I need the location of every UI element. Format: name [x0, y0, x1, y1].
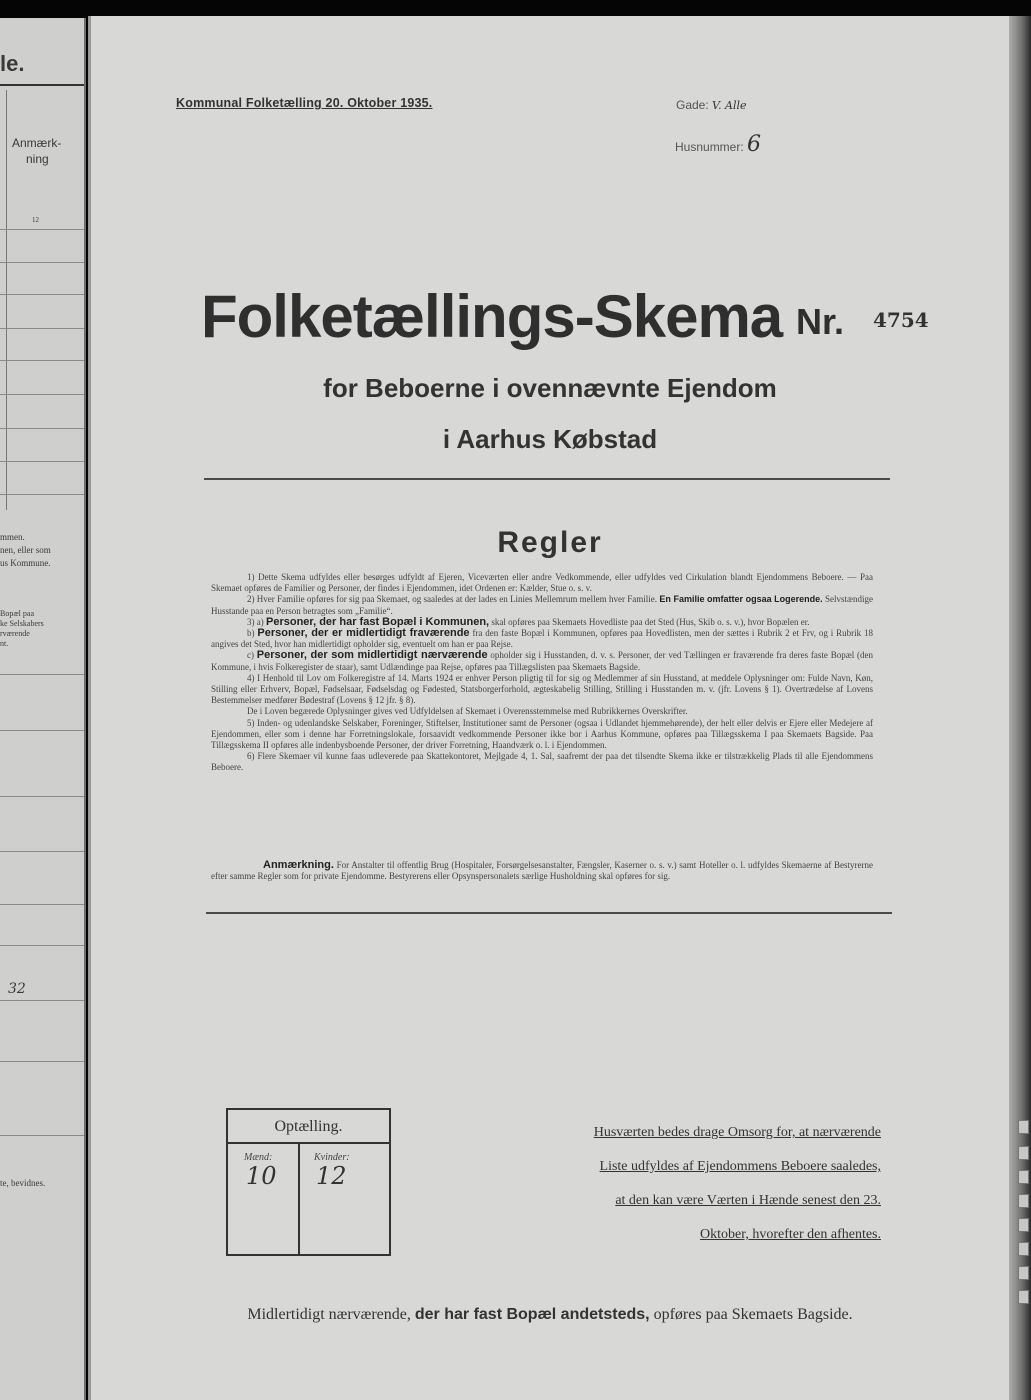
men-label: Mænd:	[244, 1152, 273, 1163]
census-form-page	[88, 16, 1009, 1400]
left-text-line: mmen.	[0, 532, 25, 542]
rule-5: 5) Inden- og udenlandske Selskaber, Foreninger, Stiftelser, Institutioner samt de Personer (ogsaa i Udlandet hjemmehørende), der helt eller delvis er Ejere eller Medejere af Ejendommen, eller som i denne har Forretningslokale, forsaavidt vedkommende Personer ikke bor i Aarhus Kommune, opføres paa Tillægsskema I paa Skemaets Bagside. Paa Tillægsskema II opføres alle indenbysboende Personer, der driver Forretning, Haandværk o. l. i Ejendommen.	[211, 717, 873, 751]
number-label: Nr.	[796, 301, 845, 342]
house-number-value: 6	[747, 132, 762, 157]
notice-line: Husværten bedes drage Omsorg for, at nærværende	[593, 1125, 881, 1140]
left-text-line: nt.	[0, 639, 9, 648]
rules-text	[211, 572, 873, 774]
left-text-line: us Kommune.	[0, 558, 51, 568]
annotation-note	[211, 860, 873, 882]
house-number-label: Husnummer:	[675, 140, 744, 154]
rule-4: 4) I Henhold til Lov om Folkeregistre af 14. Marts 1924 er enhver Person pligtig til for sig og Medlemmer af sin Husstand, at meddele Oplysninger om: Fulde Navn, Køn, Stilling eller Erhverv, Bopæl, Fødselsaar, Fødselsdag og Fødested, Statsborgerforhold, ægteskabelig Stilling, Stilling i Husstanden m. v. (jfr. Lovens § 1). Overtrædelse af Lovens Bestemmelser medfører Bødestraf (Lovens § 12 jfr. § 8).	[211, 672, 873, 706]
left-text-line: Bopæl paa	[0, 609, 34, 618]
divider-top	[204, 478, 890, 480]
street-field	[676, 98, 747, 112]
left-page-fragment	[0, 18, 86, 1400]
rule-4b: De i Loven begærede Oplysninger gives ved Udfyldelsen af Skemaet i Overensstemmelse med Rubrikkernes Overskrifter.	[247, 706, 688, 717]
left-col-header-2: ning	[26, 152, 49, 166]
left-bottom-fragment: te, bevidnes.	[0, 1178, 46, 1188]
street-label: Gade:	[676, 98, 709, 112]
landlord-notice	[521, 1116, 881, 1252]
notice-line: Liste udfyldes af Ejendommens Beboere saaledes,	[599, 1159, 881, 1174]
footer-instruction: Midlertidigt nærværende, der har fast Bopæl andetsteds, opføres paa Skemaets Bagside.	[247, 1306, 853, 1323]
page-edge	[1006, 16, 1031, 1400]
left-col-number: 12	[32, 216, 39, 224]
form-subtitle-1: for Beboerne i ovennævnte Ejendom	[323, 373, 777, 403]
rules-heading: Regler	[497, 526, 603, 559]
left-col-header-1: Anmærk-	[12, 136, 62, 150]
left-text-line: ke Selskabers	[0, 619, 44, 628]
rule-2: 2) Hver Familie opføres for sig paa Skemaet, og saaledes at der lades en Linies Mellemrum mellem hver Familie. En Familie omfatter ogsaa Logerende. Selvstændige Husstande paa en Person betragtes som „Familie“.	[211, 594, 874, 616]
house-number-field	[675, 132, 761, 157]
rule-3a: 3) a) Personer, der har fast Bopæl i Kommunen, skal opføres paa Skemaets Hovedliste paa det Sted (Hus, Skib o. s. v.), hvor Bopælen er.	[247, 615, 810, 628]
rule-1: 1) Dette Skema udfyldes eller besørges udfyldt af Ejeren, Viceværten eller andre Vedkommende, eller udfyldes ved Cirkulation blandt Ejendommens Beboere. — Paa Skemaet opføres de Familier og Personer, der findes i Ejendommen, idet Ordenen er: Kælder, Stue o. s. v.	[211, 572, 873, 594]
rule-6: 6) Flere Skemaer vil kunne faas udleverede paa Skattekontoret, Mejlgade 4, 1. Sal, saafremt der paa det tilsendte Skema ikke er tilstrækkelig Plads til alle Ejendommens Beboere.	[211, 751, 873, 773]
count-title: Optælling.	[274, 1118, 343, 1135]
women-count: 12	[316, 1162, 347, 1190]
notice-line: Oktober, hvorefter den afhentes.	[700, 1227, 881, 1242]
annotation-text: For Anstalter til offentlig Brug (Hospitaler, Forsørgelsesanstalter, Fængsler, Kaserner o. s. v.) samt Hoteller o. l. udfyldes Skemaerne af Bestyrerne efter samme Regler som for private Ejendomme. Bestyrerens eller Opsynspersonalets særlige Husholdning skal opføres for sig.	[211, 860, 873, 882]
left-page-title-fragment: le.	[0, 51, 25, 76]
count-box	[226, 1108, 391, 1256]
left-text-line: rværende	[0, 629, 30, 638]
schema-number: 4754	[873, 308, 929, 332]
annotation-label: Anmærkning.	[263, 859, 334, 871]
left-handwritten-number: 32	[8, 981, 26, 997]
women-label: Kvinder:	[314, 1152, 350, 1163]
rule-3b: b) Personer, der er midlertidigt fraværende fra den faste Bopæl i Kommunen, opføres paa Hovedlisten, men der sættes i Rubrik 2 et Frv, og i Rubrik 18 angives det Sted, hvor han midlertidigt opholder sig, eventuelt om han er paa Rejse.	[211, 627, 874, 650]
census-title: Kommunal Folketælling 20. Oktober 1935.	[176, 96, 433, 110]
street-value: V. Alle	[712, 99, 747, 112]
form-title: Folketællings-Skema	[201, 283, 783, 350]
men-count: 10	[246, 1162, 277, 1190]
rule-3c: c) Personer, der som midlertidigt nærværende opholder sig i Husstanden, d. v. s. Personer, der ved Tællingen er fraværende fra deres faste Bopæl (den Kommune, i hvis Folkeregister de staar), samt Udlændinge paa Rejse, opføres paa Tillægslisten paa Skemaets Bagside.	[211, 649, 873, 672]
notice-line: at den kan være Værten i Hænde senest den 23.	[615, 1193, 881, 1208]
form-subtitle-2: i Aarhus Købstad	[442, 424, 658, 454]
divider-bottom	[206, 912, 892, 914]
left-text-line: nen, eller som	[0, 545, 51, 555]
